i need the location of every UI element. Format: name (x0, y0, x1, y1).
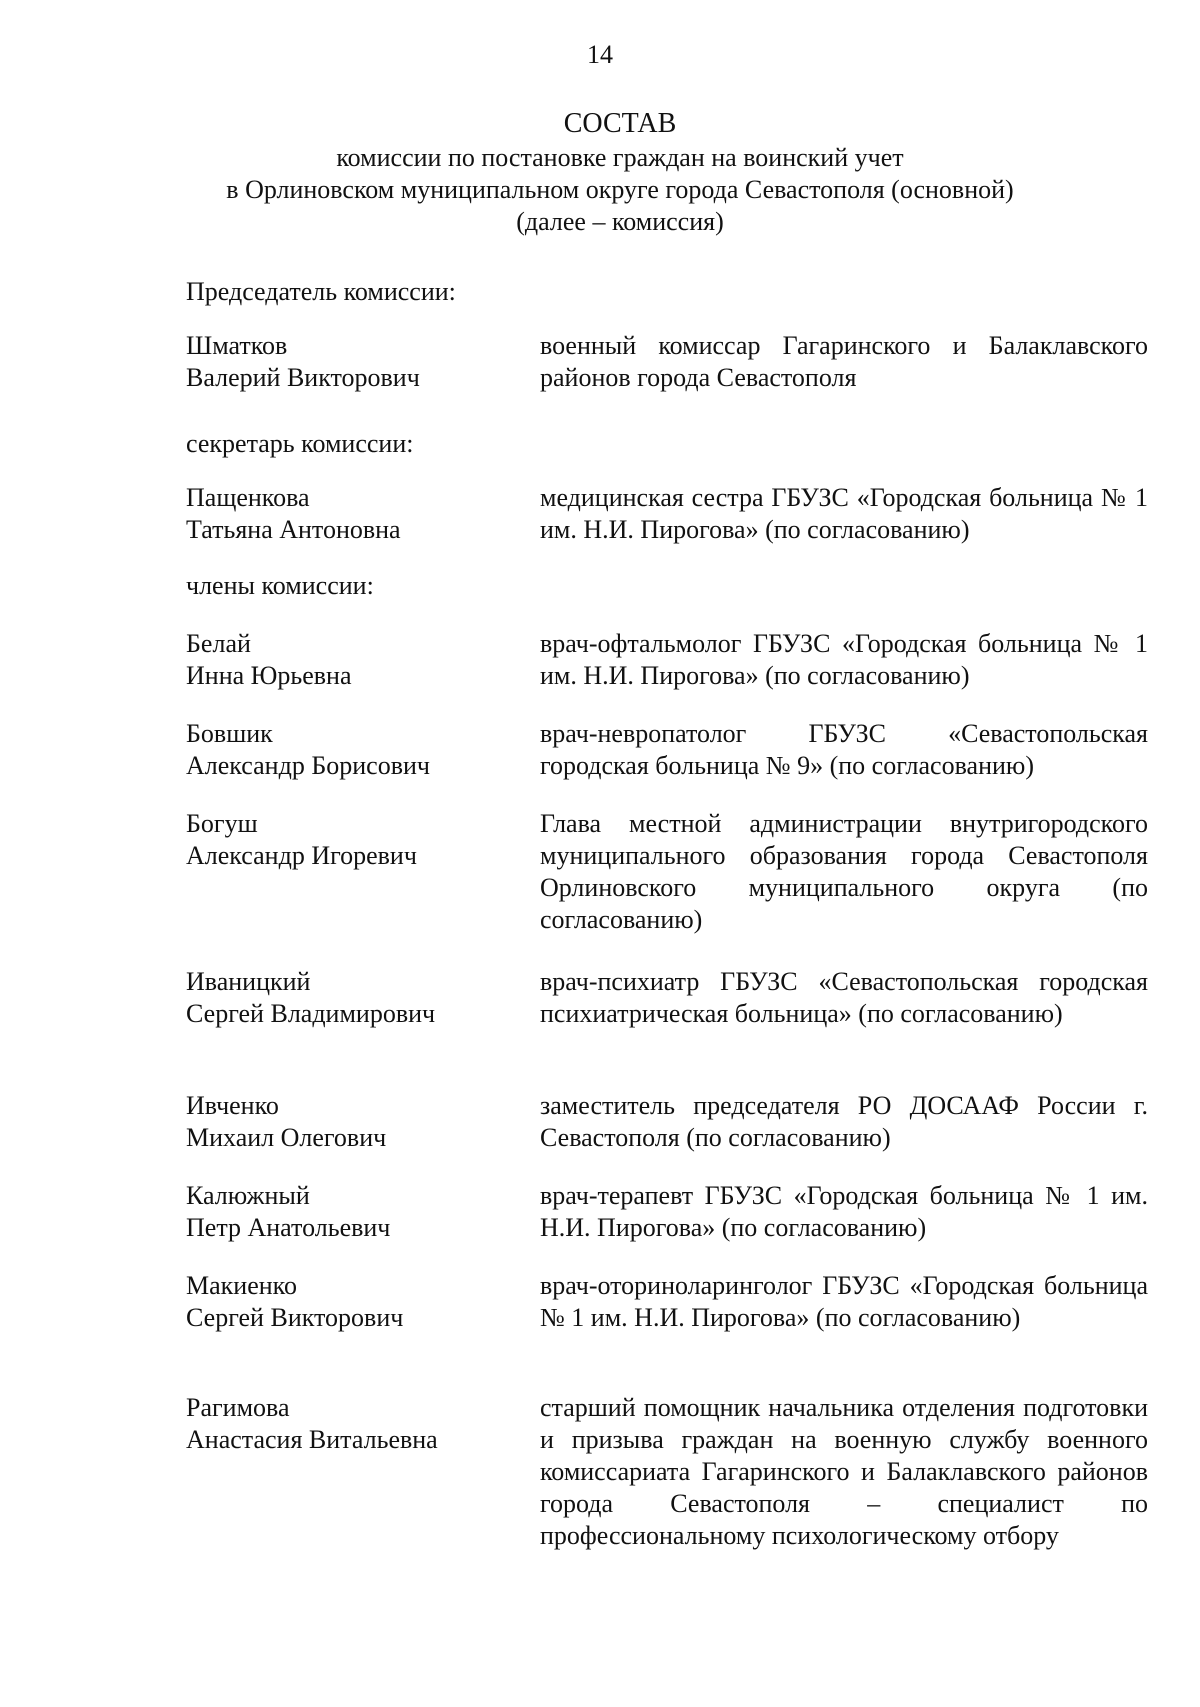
member-given-name: Сергей Владимирович (186, 999, 436, 1028)
member-given-name: Михаил Олегович (186, 1123, 387, 1152)
member-surname: Макиенко (186, 1271, 297, 1300)
member-entry (186, 966, 1148, 1030)
member-entry (186, 1180, 1148, 1244)
title-main: СОСТАВ (563, 108, 677, 139)
page-number: 14 (587, 40, 613, 69)
section-label-chairman: Председатель комиссии: (186, 277, 456, 306)
member-name (186, 1270, 540, 1334)
member-given-name: Инна Юрьевна (186, 661, 352, 690)
member-surname: Пащенкова (186, 483, 310, 512)
member-given-name: Татьяна Антоновна (186, 515, 401, 544)
title-line-2: в Орлиновском муниципальном округе города Севастополя (основной) (226, 175, 1014, 204)
member-surname: Калюжный (186, 1181, 310, 1210)
document-title (180, 108, 1060, 238)
member-given-name: Анастасия Витальевна (186, 1425, 438, 1454)
member-name (186, 718, 540, 782)
member-entry (186, 1392, 1148, 1552)
section-label-members: члены комиссии: (186, 571, 374, 600)
member-role: врач-невропатолог ГБУЗС «Севастопольская городская больница № 9» (по согласованию) (540, 719, 1148, 780)
member-role: старший помощник начальника отделения подготовки и призыва граждан на военную службу военного комиссариата Гагаринского и Балаклавского районов города Севастополя – специалист по профессиональному психологическому отбору (540, 1393, 1148, 1550)
member-role: медицинская сестра ГБУЗС «Городская больница № 1 им. Н.И. Пирогова» (по согласованию) (540, 483, 1148, 544)
member-given-name: Сергей Викторович (186, 1303, 404, 1332)
member-surname: Бовшик (186, 719, 273, 748)
member-name (186, 628, 540, 692)
member-entry (186, 808, 1148, 936)
member-surname: Богуш (186, 809, 258, 838)
member-surname: Белай (186, 629, 251, 658)
member-name (186, 1392, 540, 1552)
member-entry (186, 482, 1148, 546)
member-surname: Рагимова (186, 1393, 290, 1422)
member-surname: Ивченко (186, 1091, 279, 1120)
member-role: врач-оториноларинголог ГБУЗС «Городская больница № 1 им. Н.И. Пирогова» (по согласованию) (540, 1271, 1148, 1332)
member-role: Глава местной администрации внутригородского муниципального образования города Севастополя Орлиновского муниципального округа (по согласованию) (540, 809, 1148, 934)
member-entry (186, 330, 1148, 394)
member-role: заместитель председателя РО ДОСААФ России г. Севастополя (по согласованию) (540, 1091, 1148, 1152)
section-label-secretary: секретарь комиссии: (186, 429, 414, 458)
member-surname: Иваницкий (186, 967, 311, 996)
member-role: военный комиссар Гагаринского и Балаклавского районов города Севастополя (540, 331, 1148, 392)
member-name (186, 1180, 540, 1244)
member-name (186, 808, 540, 936)
member-name (186, 966, 540, 1030)
member-surname: Шматков (186, 331, 288, 360)
member-name (186, 1090, 540, 1154)
member-given-name: Валерий Викторович (186, 363, 420, 392)
member-role: врач-офтальмолог ГБУЗС «Городская больница № 1 им. Н.И. Пирогова» (по согласованию) (540, 629, 1148, 690)
member-role: врач-психиатр ГБУЗС «Севастопольская городская психиатрическая больница» (по согласованию) (540, 967, 1148, 1028)
member-given-name: Александр Борисович (186, 751, 430, 780)
title-line-1: комиссии по постановке граждан на воинский учет (336, 143, 904, 172)
member-name (186, 330, 540, 394)
member-given-name: Александр Игоревич (186, 841, 417, 870)
member-role: врач-терапевт ГБУЗС «Городская больница № 1 им. Н.И. Пирогова» (по согласованию) (540, 1181, 1148, 1242)
title-line-3: (далее – комиссия) (516, 207, 724, 236)
member-entry (186, 1090, 1148, 1154)
member-entry (186, 718, 1148, 782)
member-entry (186, 628, 1148, 692)
member-name (186, 482, 540, 546)
member-given-name: Петр Анатольевич (186, 1213, 391, 1242)
member-entry (186, 1270, 1148, 1334)
